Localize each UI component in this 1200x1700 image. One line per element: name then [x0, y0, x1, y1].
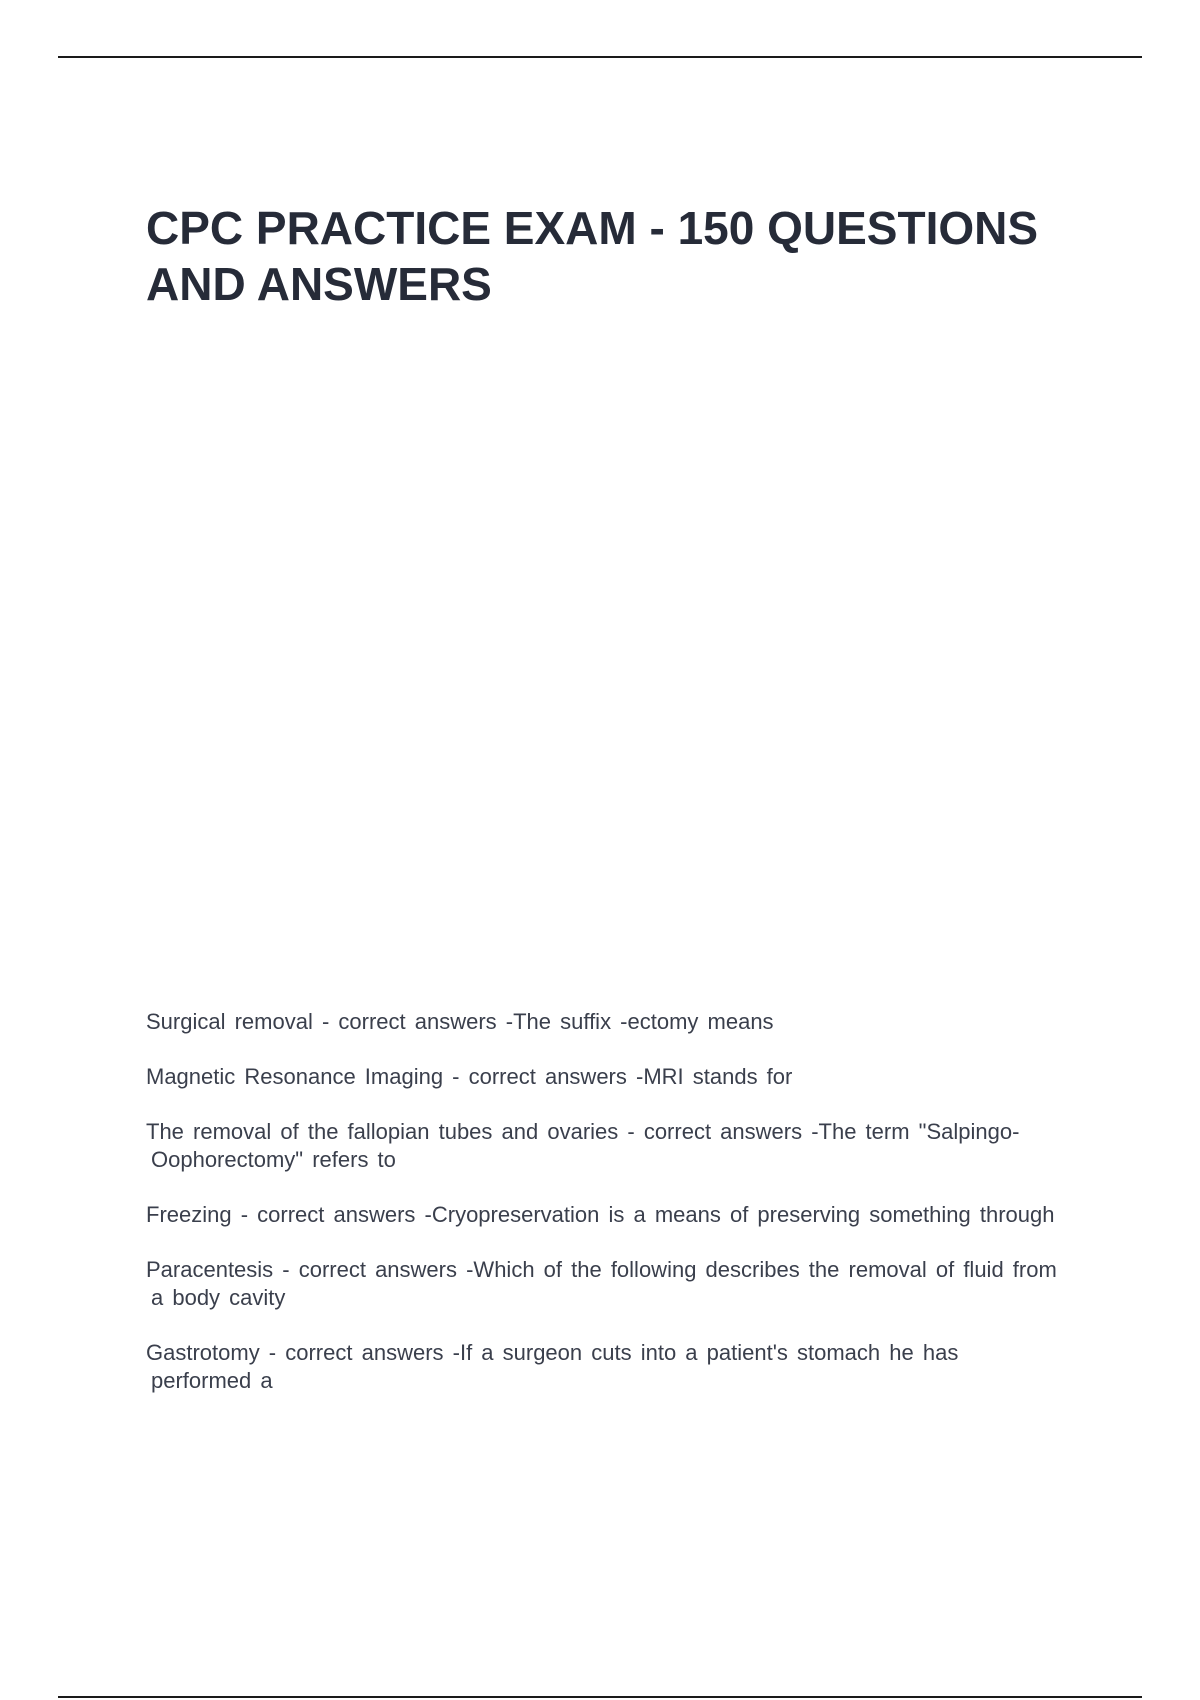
qa-item: The removal of the fallopian tubes and ovaries - correct answers -The term "Salpingo-Oophorectomy" refers to	[146, 1119, 1020, 1172]
qa-item: Paracentesis - correct answers -Which of the following describes the removal of fluid from a body cavity	[146, 1257, 1057, 1310]
qa-list	[146, 1008, 1066, 1422]
top-divider	[58, 56, 1142, 58]
qa-item: Freezing - correct answers -Cryopreservation is a means of preserving something through	[146, 1202, 1055, 1227]
page-title: CPC PRACTICE EXAM - 150 QUESTIONS AND ANSWERS	[146, 202, 1039, 310]
qa-item: Surgical removal - correct answers -The suffix -ectomy means	[146, 1009, 774, 1034]
qa-item: Magnetic Resonance Imaging - correct answers -MRI stands for	[146, 1064, 793, 1089]
bottom-divider	[58, 1696, 1142, 1698]
qa-item: Gastrotomy - correct answers -If a surgeon cuts into a patient's stomach he has performed a	[146, 1340, 959, 1393]
